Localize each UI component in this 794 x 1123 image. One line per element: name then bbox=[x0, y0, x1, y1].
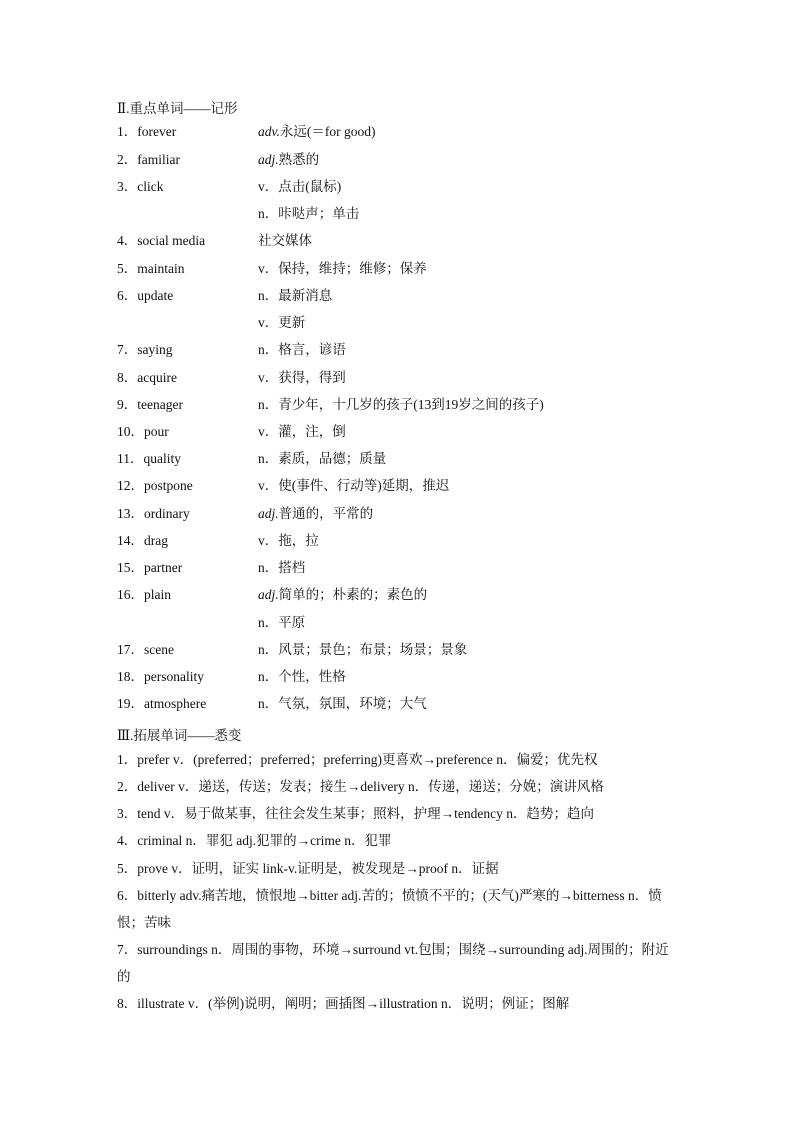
definition-text: 点击(鼠标) bbox=[278, 179, 342, 194]
vocab-definition bbox=[258, 422, 346, 442]
item-number: 4． bbox=[117, 233, 138, 248]
item-number: 7． bbox=[117, 342, 138, 357]
part-of-speech: v． bbox=[258, 179, 279, 194]
vocab-row bbox=[117, 204, 717, 224]
vocab-row bbox=[117, 585, 717, 605]
definition-text: 格言，谚语 bbox=[278, 342, 346, 357]
extended-word-6: 6．bitterly adv.痛苦地，愤恨地→bitter adj.苦的；愤愤不平的；(天气)严寒的→bitterness n．愤恨；苦味 bbox=[117, 888, 662, 930]
vocab-row bbox=[117, 640, 717, 660]
vocab-definition bbox=[258, 558, 305, 578]
definition-text: 熟悉的 bbox=[278, 152, 320, 167]
definition-text: 平原 bbox=[278, 615, 306, 630]
part-of-speech: n． bbox=[258, 451, 279, 466]
vocab-row bbox=[117, 259, 717, 279]
vocab-definition bbox=[258, 122, 375, 142]
part-of-speech: v． bbox=[258, 370, 279, 385]
definition-text: 风景；景色；布景；场景；景象 bbox=[278, 642, 468, 657]
item-number: 8． bbox=[117, 370, 138, 385]
part-of-speech: n． bbox=[258, 615, 279, 630]
vocab-definition bbox=[258, 694, 427, 714]
vocab-word: update bbox=[137, 288, 174, 303]
vocab-row bbox=[117, 368, 717, 388]
vocab-definition bbox=[258, 613, 305, 633]
vocab-definition bbox=[258, 640, 467, 660]
item-number: 2． bbox=[117, 152, 138, 167]
part-of-speech: n． bbox=[258, 206, 279, 221]
item-number: 18． bbox=[117, 669, 144, 684]
vocab-word: acquire bbox=[137, 370, 177, 385]
vocab-word: teenager bbox=[137, 397, 183, 412]
vocab-row bbox=[117, 531, 717, 551]
item-number: 5． bbox=[117, 261, 138, 276]
extended-word-2: 2．deliver v．递送，传送；发表；接生→delivery n．传递，递送；分娩；演讲风格 bbox=[117, 779, 604, 794]
part-of-speech: n． bbox=[258, 642, 279, 657]
vocab-definition bbox=[258, 231, 312, 251]
part-of-speech: v． bbox=[258, 315, 279, 330]
definition-text: 灌，注，倒 bbox=[278, 424, 346, 439]
extended-word-1: 1．prefer v．(preferred；preferred；preferring)更喜欢→preference n．偏爱；优先权 bbox=[117, 752, 598, 767]
vocab-definition bbox=[258, 313, 305, 333]
extended-word-5: 5．prove v．证明，证实 link-v.证明是，被发现是→proof n．证据 bbox=[117, 861, 499, 876]
vocab-word: plain bbox=[144, 587, 171, 602]
vocab-word: partner bbox=[144, 560, 183, 575]
definition-text: 获得，得到 bbox=[278, 370, 346, 385]
vocab-definition bbox=[258, 177, 341, 197]
definition-text: 最新消息 bbox=[278, 288, 333, 303]
vocab-word: social media bbox=[137, 233, 206, 248]
definition-text: 咔哒声；单击 bbox=[278, 206, 360, 221]
definition-text: 使(事件、行动等)延期，推迟 bbox=[278, 478, 450, 493]
vocab-row bbox=[117, 504, 717, 524]
item-number: 6． bbox=[117, 288, 138, 303]
vocab-row bbox=[117, 150, 717, 170]
vocab-row bbox=[117, 694, 717, 714]
extended-word-3: 3．tend v．易于做某事，往往会发生某事；照料，护理→tendency n．趋势；趋向 bbox=[117, 806, 594, 821]
vocab-definition bbox=[258, 204, 359, 224]
definition-text: 素质，品德；质量 bbox=[278, 451, 387, 466]
vocab-definition bbox=[258, 449, 386, 469]
vocab-definition bbox=[258, 259, 427, 279]
item-number: 11． bbox=[117, 451, 144, 466]
definition-text: 永远(＝for good) bbox=[279, 124, 376, 139]
definition-text: 更新 bbox=[278, 315, 306, 330]
definition-text: 气氛，氛围，环境；大气 bbox=[278, 696, 427, 711]
vocab-definition bbox=[258, 368, 346, 388]
vocab-word: atmosphere bbox=[144, 696, 207, 711]
vocab-word: maintain bbox=[137, 261, 185, 276]
vocab-definition bbox=[258, 531, 319, 551]
item-number: 10． bbox=[117, 424, 144, 439]
vocab-definition bbox=[258, 286, 332, 306]
part-of-speech: n． bbox=[258, 696, 279, 711]
vocab-word: pour bbox=[144, 424, 169, 439]
part-of-speech: n． bbox=[258, 342, 279, 357]
vocab-definition bbox=[258, 340, 346, 360]
item-number: 17． bbox=[117, 642, 144, 657]
vocab-word: familiar bbox=[137, 152, 180, 167]
vocab-definition bbox=[258, 504, 373, 524]
part-of-speech: adj. bbox=[258, 152, 279, 167]
item-number: 3． bbox=[117, 179, 138, 194]
part-of-speech: v． bbox=[258, 478, 279, 493]
item-number: 14． bbox=[117, 533, 144, 548]
vocab-row bbox=[117, 667, 717, 687]
part-of-speech: v． bbox=[258, 533, 279, 548]
definition-text: 简单的；朴素的；素色的 bbox=[278, 587, 428, 602]
definition-text: 普通的，平常的 bbox=[278, 506, 374, 521]
vocab-definition bbox=[258, 667, 346, 687]
vocab-row bbox=[117, 286, 717, 306]
definition-text: 个性，性格 bbox=[278, 669, 346, 684]
vocab-row bbox=[117, 122, 717, 142]
item-number: 15． bbox=[117, 560, 144, 575]
vocab-definition bbox=[258, 476, 449, 496]
vocab-row bbox=[117, 395, 717, 415]
item-number: 12． bbox=[117, 478, 144, 493]
section-2-title: Ⅱ.重点单词——记形 bbox=[117, 101, 238, 116]
extended-word-8: 8．illustrate v．(举例)说明，阐明；画插图→illustration n．说明；例证；图解 bbox=[117, 996, 570, 1011]
part-of-speech: n． bbox=[258, 560, 279, 575]
part-of-speech: n． bbox=[258, 669, 279, 684]
vocab-word: scene bbox=[144, 642, 174, 657]
vocab-row bbox=[117, 422, 717, 442]
definition-text: 社交媒体 bbox=[258, 233, 312, 248]
vocab-row bbox=[117, 449, 717, 469]
part-of-speech: n． bbox=[258, 288, 279, 303]
definition-text: 青少年，十几岁的孩子(13到19岁之间的孩子) bbox=[278, 397, 544, 412]
extended-word-4: 4．criminal n．罪犯 adj.犯罪的→crime n．犯罪 bbox=[117, 833, 392, 848]
item-number: 16． bbox=[117, 587, 144, 602]
part-of-speech: n． bbox=[258, 397, 279, 412]
vocab-row bbox=[117, 613, 717, 633]
vocab-word: drag bbox=[144, 533, 168, 548]
vocab-definition bbox=[258, 395, 544, 415]
item-number: 1． bbox=[117, 124, 138, 139]
vocab-word: forever bbox=[137, 124, 177, 139]
part-of-speech: adj. bbox=[258, 506, 279, 521]
part-of-speech: v． bbox=[258, 424, 279, 439]
extended-word-7: 7．surroundings n．周围的事物，环境→surround vt.包围；围绕→surrounding adj.周围的；附近的 bbox=[117, 942, 669, 984]
definition-text: 拖，拉 bbox=[278, 533, 319, 548]
part-of-speech: adv. bbox=[258, 124, 280, 139]
vocab-word: ordinary bbox=[144, 506, 190, 521]
vocab-row bbox=[117, 177, 717, 197]
definition-text: 搭档 bbox=[278, 560, 306, 575]
vocab-row bbox=[117, 558, 717, 578]
vocab-definition bbox=[258, 585, 427, 605]
vocab-row bbox=[117, 340, 717, 360]
part-of-speech: v． bbox=[258, 261, 279, 276]
vocab-word: click bbox=[137, 179, 164, 194]
vocab-word: postpone bbox=[144, 478, 193, 493]
vocab-word: saying bbox=[137, 342, 173, 357]
vocab-row bbox=[117, 476, 717, 496]
part-of-speech: adj. bbox=[258, 587, 279, 602]
vocab-row bbox=[117, 231, 717, 251]
vocab-row bbox=[117, 313, 717, 333]
vocab-definition bbox=[258, 150, 319, 170]
section-3-title: Ⅲ.拓展单词——悉变 bbox=[117, 728, 242, 743]
item-number: 9． bbox=[117, 397, 138, 412]
vocab-word: personality bbox=[144, 669, 204, 684]
definition-text: 保持，维持；维修；保养 bbox=[278, 261, 427, 276]
item-number: 13． bbox=[117, 506, 144, 521]
vocab-word: quality bbox=[143, 451, 181, 466]
item-number: 19． bbox=[117, 696, 144, 711]
